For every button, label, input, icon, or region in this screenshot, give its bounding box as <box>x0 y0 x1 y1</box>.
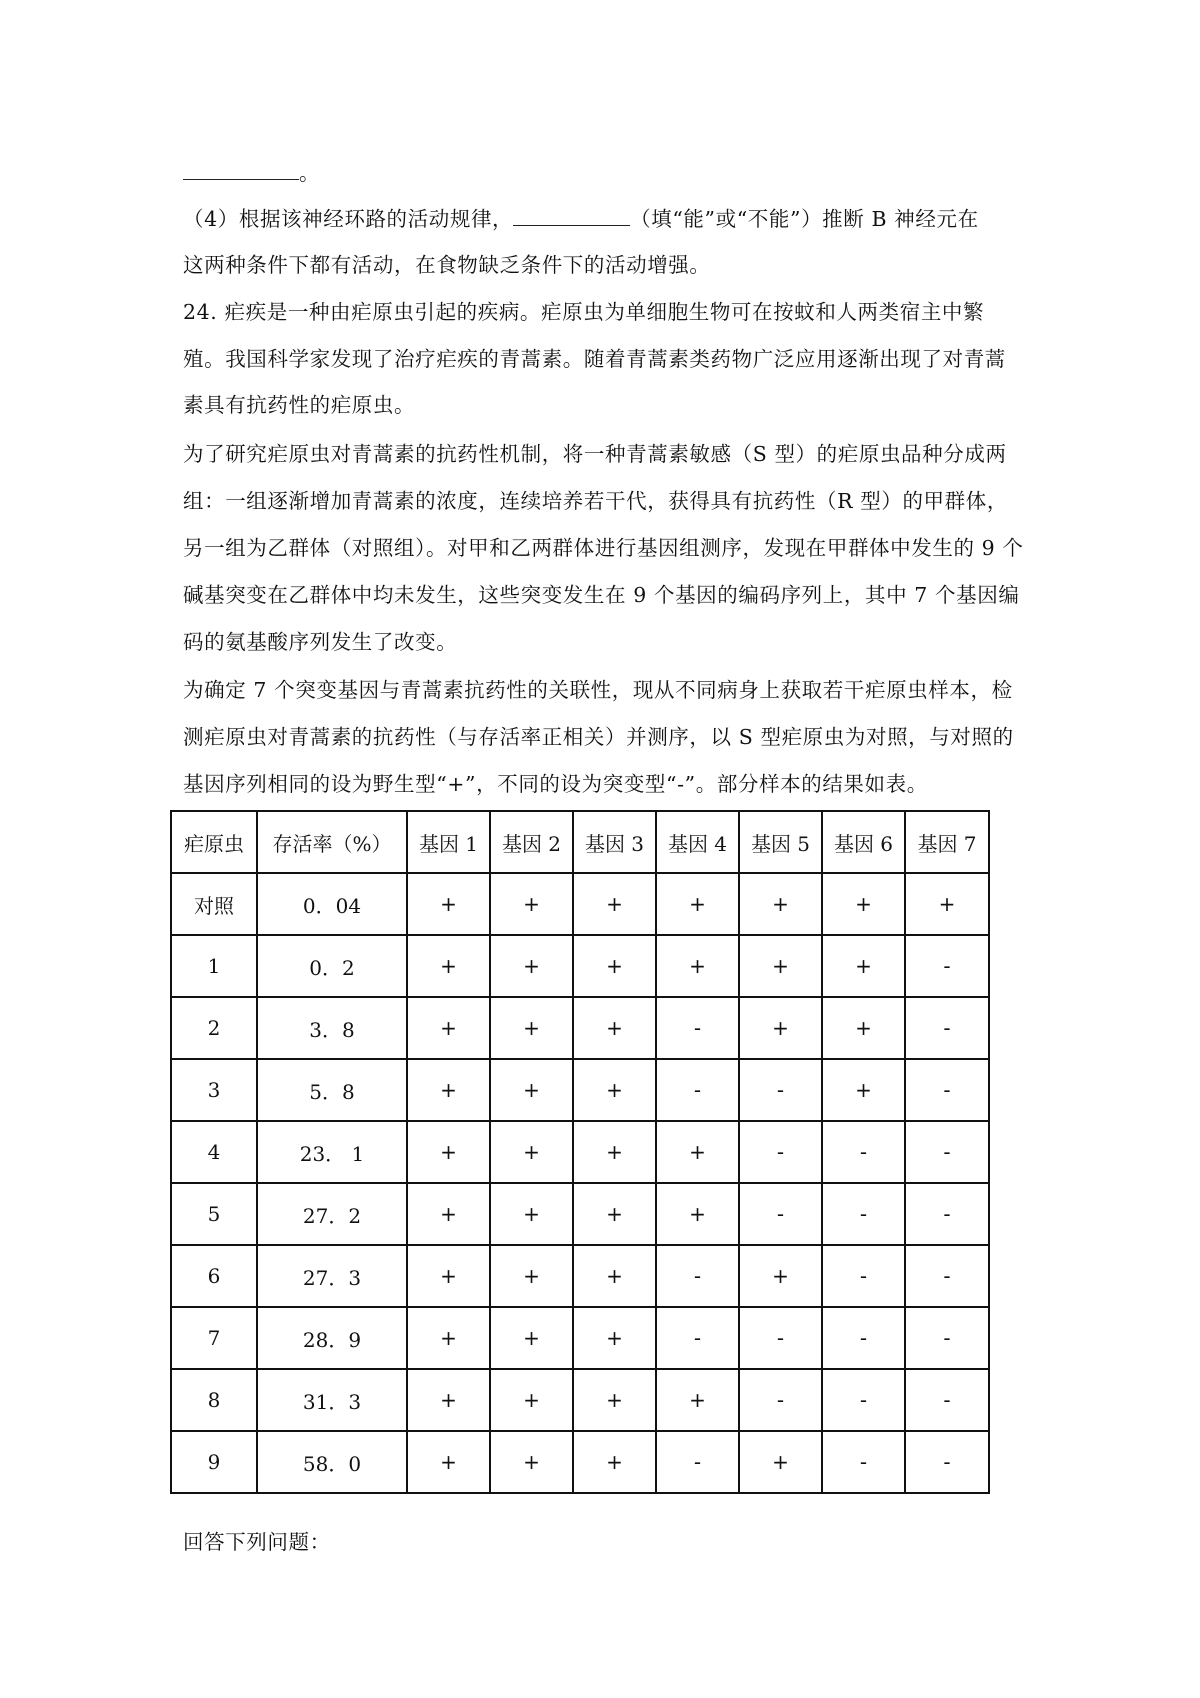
genotype-cell: + <box>490 1059 573 1121</box>
genotype-cell: - <box>656 1059 739 1121</box>
genotype-cell: - <box>905 1431 989 1493</box>
genotype-cell: + <box>490 997 573 1059</box>
genotype-cell: - <box>905 1183 989 1245</box>
question-4-line-1 <box>183 205 1063 233</box>
question-24-p3-line-1: 为确定 7 个突变基因与青蒿素抗药性的关联性，现从不同病身上获取若干疟原虫样本，检 <box>183 678 1013 702</box>
table-header-cell: 基因 4 <box>656 811 739 873</box>
genotype-cell: + <box>656 1369 739 1431</box>
genotype-cell: + <box>822 873 905 935</box>
table-row <box>171 1245 989 1307</box>
genotype-cell: - <box>739 1307 822 1369</box>
question-4-text-a: （4）根据该神经环路的活动规律， <box>183 207 514 231</box>
table-header-cell: 基因 3 <box>573 811 656 873</box>
genotype-cell: - <box>822 1307 905 1369</box>
genotype-cell: - <box>905 1369 989 1431</box>
question-24-p3-line-3: 基因序列相同的设为野生型“+”，不同的设为突变型“-”。部分样本的结果如表。 <box>183 772 928 796</box>
genotype-cell: - <box>739 1059 822 1121</box>
table-header-cell: 基因 6 <box>822 811 905 873</box>
genotype-cell: + <box>407 1307 490 1369</box>
genotype-cell: - <box>739 1121 822 1183</box>
sample-id-cell: 5 <box>171 1183 257 1245</box>
survival-rate-cell: 3．8 <box>257 997 407 1059</box>
genotype-cell: - <box>656 997 739 1059</box>
table-row <box>171 1121 989 1183</box>
genotype-cell: - <box>905 1121 989 1183</box>
genotype-cell: - <box>905 935 989 997</box>
genotype-cell: + <box>490 1245 573 1307</box>
genotype-cell: + <box>490 1183 573 1245</box>
results-table <box>170 810 990 1494</box>
sample-id-cell: 9 <box>171 1431 257 1493</box>
question-24-p2-line-3: 另一组为乙群体（对照组）。对甲和乙两群体进行基因组测序，发现在甲群体中发生的 9 个 <box>183 536 1024 560</box>
answer-line-continuation <box>183 159 1063 187</box>
genotype-cell: - <box>656 1431 739 1493</box>
genotype-cell: + <box>739 1431 822 1493</box>
genotype-cell: + <box>490 1121 573 1183</box>
survival-rate-cell: 23． 1 <box>257 1121 407 1183</box>
table-row <box>171 1183 989 1245</box>
genotype-cell: - <box>905 1245 989 1307</box>
genotype-cell: + <box>573 935 656 997</box>
genotype-cell: + <box>407 1121 490 1183</box>
genotype-cell: + <box>573 1307 656 1369</box>
genotype-cell: - <box>822 1245 905 1307</box>
question-24-p1-line-2: 殖。我国科学家发现了治疗疟疾的青蒿素。随着青蒿素类药物广泛应用逐渐出现了对青蒿 <box>183 347 1006 371</box>
genotype-cell: + <box>407 1183 490 1245</box>
genotype-cell: + <box>656 1183 739 1245</box>
genotype-cell: - <box>656 1245 739 1307</box>
genotype-cell: - <box>739 1369 822 1431</box>
genotype-cell: + <box>822 1059 905 1121</box>
genotype-cell: + <box>739 1245 822 1307</box>
table-row <box>171 1059 989 1121</box>
genotype-cell: + <box>490 1431 573 1493</box>
sample-id-cell: 6 <box>171 1245 257 1307</box>
genotype-cell: + <box>407 1245 490 1307</box>
question-24-p1-line-1: 24. 疟疾是一种由疟原虫引起的疾病。疟原虫为单细胞生物可在按蚊和人两类宿主中繁 <box>183 300 985 324</box>
sample-id-cell: 对照 <box>171 873 257 935</box>
sample-id-cell: 4 <box>171 1121 257 1183</box>
genotype-cell: + <box>822 935 905 997</box>
genotype-cell: + <box>656 935 739 997</box>
genotype-cell: + <box>822 997 905 1059</box>
sample-id-cell: 1 <box>171 935 257 997</box>
genotype-cell: + <box>490 873 573 935</box>
genotype-cell: + <box>573 997 656 1059</box>
genotype-cell: + <box>739 873 822 935</box>
genotype-cell: + <box>739 997 822 1059</box>
genotype-cell: + <box>407 873 490 935</box>
table-header-cell: 基因 1 <box>407 811 490 873</box>
table-row <box>171 1369 989 1431</box>
genotype-cell: - <box>905 997 989 1059</box>
question-24-p2-line-4: 碱基突变在乙群体中均未发生，这些突变发生在 9 个基因的编码序列上，其中 7 个基因编 <box>183 583 1020 607</box>
table-header-cell: 基因 2 <box>490 811 573 873</box>
genotype-cell: + <box>407 935 490 997</box>
genotype-cell: + <box>573 1245 656 1307</box>
table-row <box>171 1307 989 1369</box>
sample-id-cell: 3 <box>171 1059 257 1121</box>
survival-rate-cell: 0．04 <box>257 873 407 935</box>
question-24-p3-line-2: 测疟原虫对青蒿素的抗药性（与存活率正相关）并测序，以 S 型疟原虫为对照，与对照的 <box>183 725 1014 749</box>
genotype-cell: - <box>739 1183 822 1245</box>
question-24-p1-line-3: 素具有抗药性的疟原虫。 <box>183 393 416 417</box>
survival-rate-cell: 5．8 <box>257 1059 407 1121</box>
sample-id-cell: 2 <box>171 997 257 1059</box>
sample-id-cell: 7 <box>171 1307 257 1369</box>
genotype-cell: + <box>739 935 822 997</box>
genotype-cell: - <box>822 1431 905 1493</box>
genotype-cell: - <box>822 1121 905 1183</box>
genotype-cell: + <box>490 1307 573 1369</box>
table-header-cell: 基因 7 <box>905 811 989 873</box>
survival-rate-cell: 58．0 <box>257 1431 407 1493</box>
question-4-line-2: 这两种条件下都有活动，在食物缺乏条件下的活动增强。 <box>183 253 711 277</box>
genotype-cell: + <box>407 1431 490 1493</box>
genotype-cell: + <box>490 1369 573 1431</box>
question-24-p2-line-1: 为了研究疟原虫对青蒿素的抗药性机制，将一种青蒿素敏感（S 型）的疟原虫品种分成两 <box>183 442 1007 466</box>
question-24-p2-line-5: 码的氨基酸序列发生了改变。 <box>183 630 458 654</box>
genotype-cell: + <box>407 1059 490 1121</box>
genotype-cell: - <box>905 1059 989 1121</box>
genotype-cell: + <box>656 1121 739 1183</box>
closing-prompt: 回答下列问题： <box>183 1530 331 1554</box>
survival-rate-cell: 27．2 <box>257 1183 407 1245</box>
genotype-cell: - <box>656 1307 739 1369</box>
survival-rate-cell: 28．9 <box>257 1307 407 1369</box>
genotype-cell: - <box>822 1369 905 1431</box>
table-row <box>171 873 989 935</box>
genotype-cell: + <box>573 873 656 935</box>
genotype-cell: + <box>490 935 573 997</box>
genotype-cell: - <box>822 1183 905 1245</box>
table-header-cell: 存活率（%） <box>257 811 407 873</box>
table-header-row <box>171 811 989 873</box>
survival-rate-cell: 31．3 <box>257 1369 407 1431</box>
survival-rate-cell: 27．3 <box>257 1245 407 1307</box>
genotype-cell: - <box>905 1307 989 1369</box>
table-row <box>171 935 989 997</box>
question-4-text-b: （填“能”或“不能”）推断 B 神经元在 <box>630 207 979 231</box>
genotype-cell: + <box>573 1431 656 1493</box>
genotype-cell: + <box>573 1121 656 1183</box>
genotype-cell: + <box>573 1183 656 1245</box>
punctuation: 。 <box>299 161 321 185</box>
answer-blank[interactable] <box>183 178 299 180</box>
table-header-cell: 基因 5 <box>739 811 822 873</box>
genotype-cell: + <box>656 873 739 935</box>
sample-id-cell: 8 <box>171 1369 257 1431</box>
genotype-cell: + <box>905 873 989 935</box>
survival-rate-cell: 0．2 <box>257 935 407 997</box>
question-24-p2-line-2: 组：一组逐渐增加青蒿素的浓度，连续培养若干代，获得具有抗药性（R 型）的甲群体， <box>183 489 1008 513</box>
table-header-cell: 疟原虫 <box>171 811 257 873</box>
genotype-cell: + <box>407 997 490 1059</box>
table-row <box>171 997 989 1059</box>
genotype-cell: + <box>573 1059 656 1121</box>
answer-blank[interactable] <box>513 224 630 226</box>
table-row <box>171 1431 989 1493</box>
genotype-cell: + <box>407 1369 490 1431</box>
genotype-cell: + <box>573 1369 656 1431</box>
